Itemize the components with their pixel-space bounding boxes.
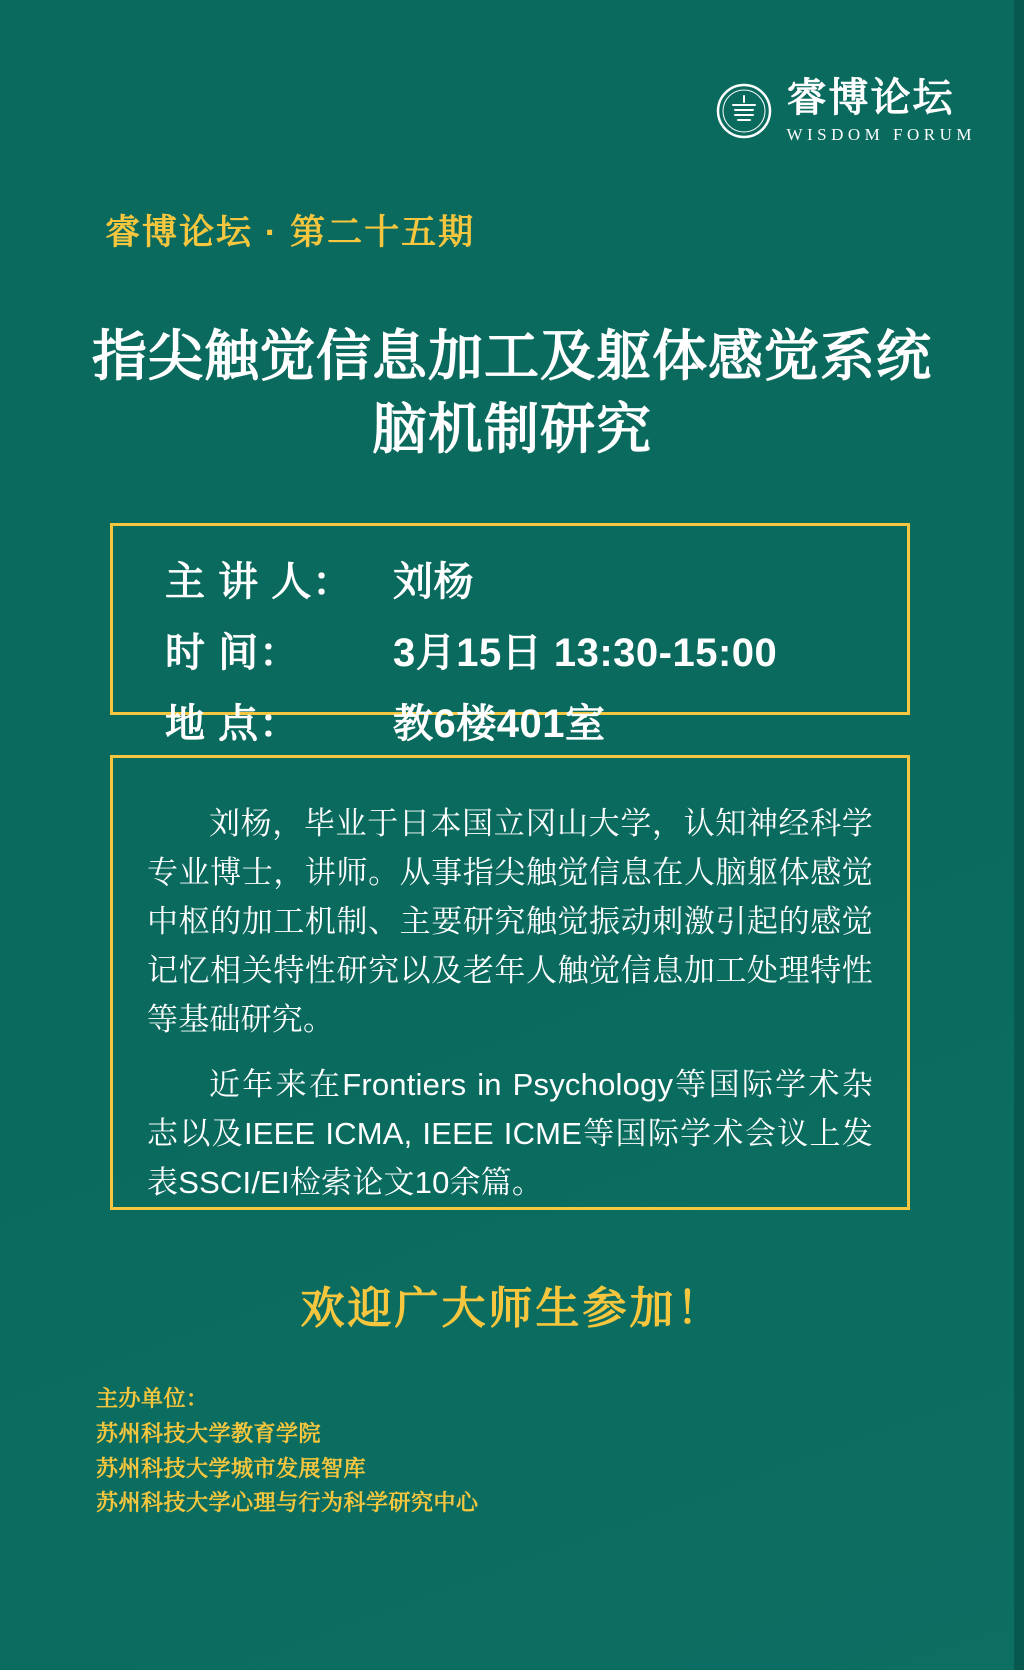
brand-name-cn: 睿博论坛 <box>786 76 955 120</box>
info-row-time <box>165 621 907 678</box>
organizers-block <box>96 1382 479 1521</box>
brand-text <box>786 78 976 143</box>
info-value-time: 3月15日 13:30-15:00 <box>393 631 778 675</box>
welcome-message: 欢迎广大师生参加！ <box>300 1284 724 1333</box>
info-label-location: 地 点： <box>165 702 301 746</box>
organizer-item: 苏州科技大学教育学院 <box>96 1420 322 1446</box>
speaker-bio-box <box>110 755 910 1210</box>
organizer-item: 苏州科技大学心理与行为科学研究中心 <box>96 1490 479 1516</box>
info-value-location: 教6楼401室 <box>393 702 606 746</box>
bio-paragraph: 刘杨，毕业于日本国立冈山大学，认知神经科学专业博士，讲师。从事指尖触觉信息在人脑躯体感觉中枢的加工机制、主要研究触觉振动刺激引起的感觉记忆相关特性研究以及老年人触觉信息加工处理特性等基础研究。 <box>147 806 873 1037</box>
brand-logo <box>716 78 976 143</box>
brand-name-en: WISDOM FORUM <box>786 125 976 144</box>
info-row-speaker <box>165 550 907 607</box>
info-value-speaker: 刘杨 <box>393 560 474 604</box>
info-label-speaker: 主 讲 人： <box>165 560 354 604</box>
right-edge-band <box>1014 0 1024 1670</box>
organizer-item: 苏州科技大学城市发展智库 <box>96 1455 367 1481</box>
page-title: 指尖触觉信息加工及躯体感觉系统脑机制研究 <box>91 325 932 461</box>
info-label-time: 时 间： <box>165 631 301 675</box>
event-info-box <box>110 523 910 746</box>
info-row-location <box>165 692 907 749</box>
bio-paragraph: 近年来在Frontiers in Psychology等国际学术杂志以及IEEE ICMA, IEEE ICME等国际学术会议上发表SSCI/EI检索论文10余篇。 <box>147 1066 873 1200</box>
organizers-heading: 主办单位： <box>96 1386 209 1411</box>
wisdom-forum-seal-icon <box>716 83 772 139</box>
series-label: 睿博论坛 · 第二十五期 <box>105 213 476 252</box>
